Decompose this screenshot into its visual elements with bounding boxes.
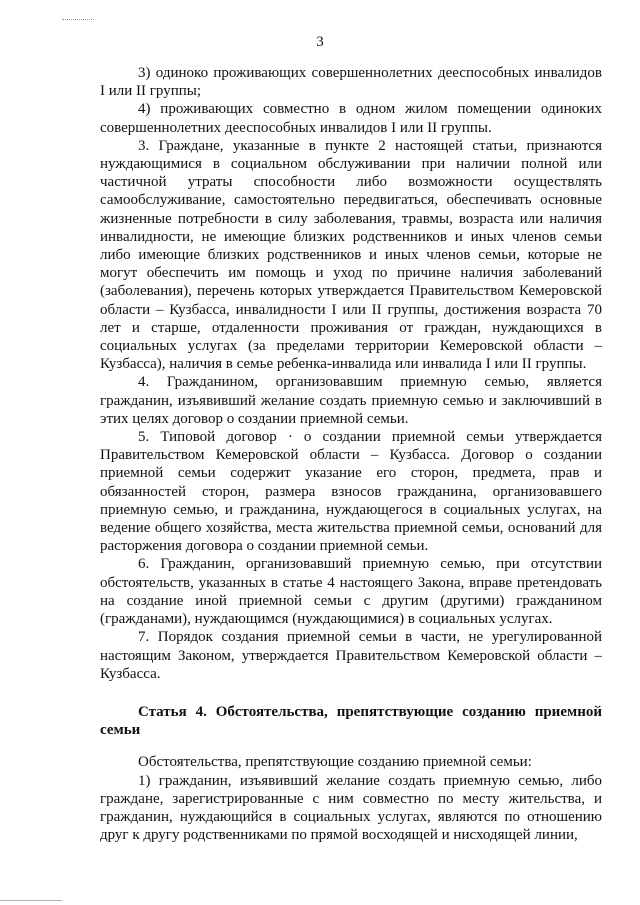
list-item-3: 3) одиноко проживающих совершеннолетних дееспособных инвалидов I или II группы; <box>100 65 602 100</box>
clause-4: 4. Гражданином, организовавшим приемную семью, является гражданин, изъявивший желание создать приемную семью и заключивший в этих целях договор о создании приемной семьи. <box>100 374 602 427</box>
document-body <box>100 64 602 844</box>
scan-artifact-mark <box>62 19 94 22</box>
clause-5: 5. Типовой договор · о создании приемной семьи утверждается Правительством Кемеровской области – Кузбасса. Договор о создании приемной семьи содержит указание его сторон, предмета, прав и обязанностей сторон, размера взносов гражданина, организовавшего приемную семью, и гражданина, нуждающегося в социальных услугах, на ведение общего хозяйства, места жительства приемной семьи, оснований для расторжения договора о создании приемной семьи. <box>100 429 602 555</box>
page-number: 3 <box>316 34 324 50</box>
clause-6: 6. Гражданин, организовавший приемную семью, при отсутствии обстоятельств, указанных в статье 4 настоящего Закона, вправе претендовать на создание иной приемной семьи с другим (другими) гражданином (гражданами), нуждающимся (нуждающимися) в социальных услугах. <box>100 556 602 628</box>
clause-3: 3. Граждане, указанные в пункте 2 настоящей статьи, признаются нуждающимися в социальном обслуживании при наличии полной или частичной утраты способности либо возможности осуществлять самообслуживание, самостоятельно передвигаться, обеспечивать основные жизненные потребности в силу заболевания, травмы, возраста или наличия инвалидности, не имеющие близких родственников и иных членов семьи либо имеющие близких родственников и иных членов семьи, которые не могут обеспечить им помощь и уход по причине наличия заболеваний (заболевания), перечень которых утверждается Правительством Кемеровской области – Кузбасса, инвалидности I или II группы, достижения возраста 70 лет и старше, отдаленности проживания от граждан, нуждающихся в социальных услугах (за пределами территории Кемеровской области – Кузбасса), наличия в семье ребенка-инвалида или инвалида I или II группы. <box>100 137 602 373</box>
list-item-4: 4) проживающих совместно в одном жилом помещении одиноких совершеннолетних дееспособных инвалидов I или II группы. <box>100 101 602 136</box>
footer-rule <box>0 900 62 901</box>
clause-7: 7. Порядок создания приемной семьи в части, не урегулированной настоящим Законом, утверждается Правительством Кемеровской области – Кузбасса. <box>100 629 602 682</box>
article-4-item-1: 1) гражданин, изъявивший желание создать приемную семью, либо граждане, зарегистрированные с ним совместно по месту жительства, и гражданин, нуждающийся в социальных услугах, являются по отношению друг к другу родственниками по прямой восходящей и нисходящей линии, <box>100 772 602 844</box>
article-4-heading: Статья 4. Обстоятельства, препятствующие созданию приемной семьи <box>100 703 602 739</box>
article-4-lead-in: Обстоятельства, препятствующие созданию приемной семьи: <box>138 754 532 771</box>
